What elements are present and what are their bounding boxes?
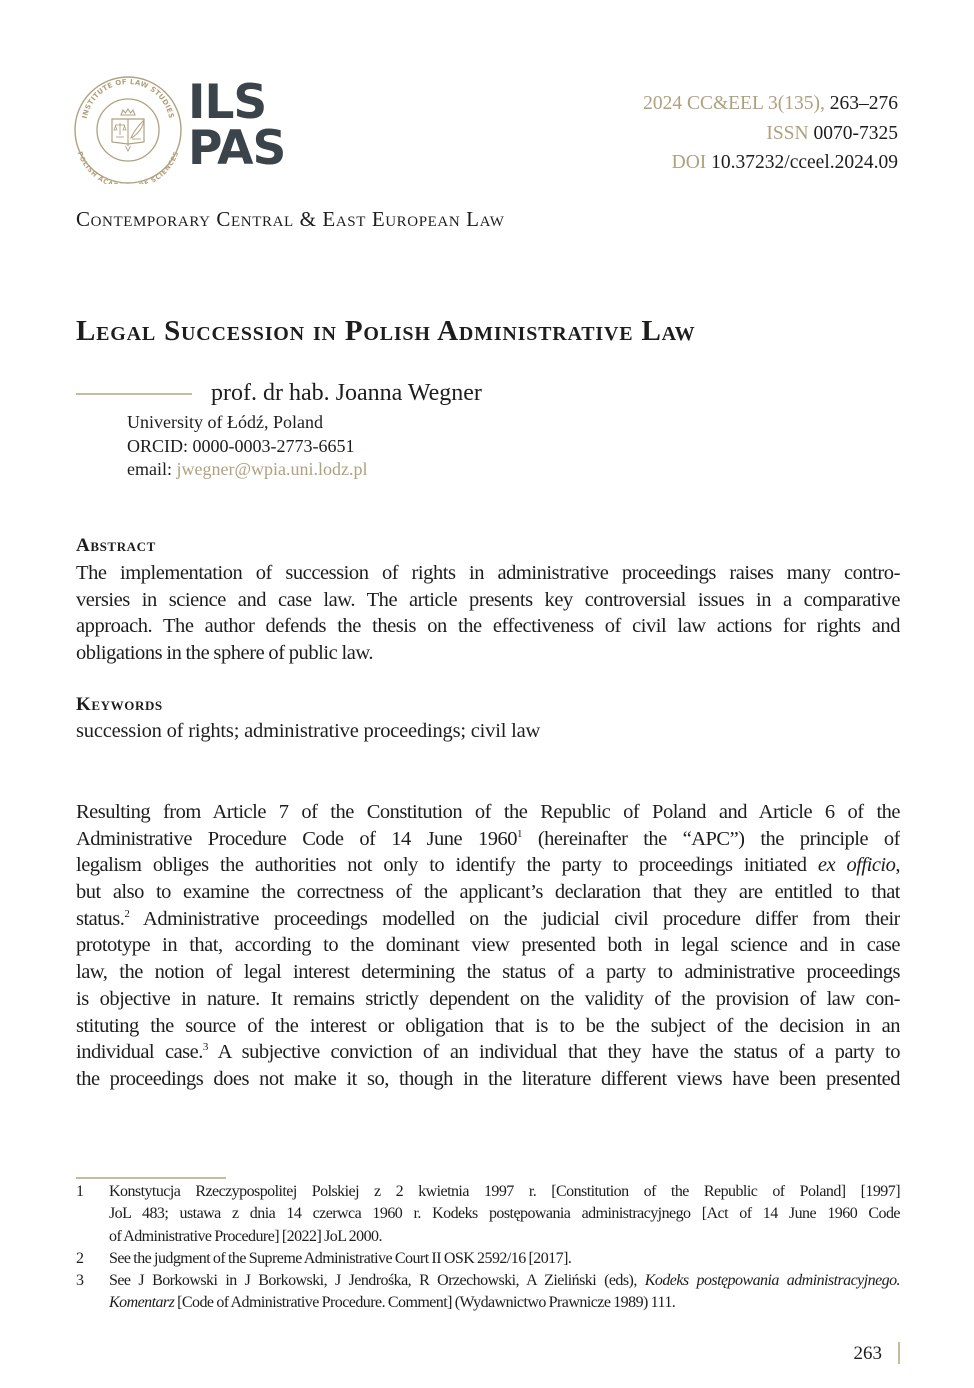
footnote-number: 3 xyxy=(76,1272,84,1290)
footnote-number: 2 xyxy=(76,1249,84,1267)
text-line: Konstytucja Rzeczypospolitej Polskiej z 2 kwietnia 1997 r. [Constitution of the Republic of Poland] [1997] xyxy=(109,1183,900,1200)
doi-label: DOI xyxy=(671,152,707,173)
text-line: See the judgment of the Supreme Administrative Court II OSK 2592/16 [2017]. xyxy=(109,1249,572,1267)
ils-pas-seal-logo xyxy=(74,76,182,184)
article-title: Legal Succession in Polish Administrative Law xyxy=(76,315,696,347)
footnote xyxy=(76,1181,900,1248)
wordmark-line-1: ILS xyxy=(188,80,267,126)
text-line xyxy=(76,1039,900,1066)
footnote-reference[interactable]: 3 xyxy=(202,1041,208,1054)
footnote xyxy=(76,1248,900,1270)
abstract-line: The implementation of succession of rights in administrative proceedings raises many contro- xyxy=(76,562,900,584)
keywords-text: succession of rights; administrative proceedings; civil law xyxy=(76,720,541,742)
text-line: of Administrative Procedure] [2022] JoL 2000. xyxy=(109,1227,382,1245)
abstract-line: versies in science and case law. The article presents key controversial issues in a comparative xyxy=(76,588,900,611)
text-run: individual case. xyxy=(76,1041,203,1064)
email-link[interactable]: jwegner@wpia.uni.lodz.pl xyxy=(176,459,368,479)
footnote-number: 1 xyxy=(76,1183,84,1200)
doi-value[interactable]: 10.37232/cceel.2024.09 xyxy=(711,152,898,173)
ils-pas-wordmark xyxy=(188,80,288,172)
author-orcid: ORCID: 0000-0003-2773-6651 xyxy=(127,436,355,456)
text-line: Resulting from Article 7 of the Constitution of the Republic of Poland and Article 6 of the xyxy=(76,801,900,823)
text-run: (hereinafter the “APC”) the principle of xyxy=(521,827,900,850)
text-run: A subjective conviction of an individual that they have the status of a party to xyxy=(207,1041,900,1064)
journal-name: Contemporary Central & East European Law xyxy=(76,207,505,231)
text-line: law, the notion of legal interest determining the status of a party to administrative proceedings xyxy=(76,961,900,984)
footnote-divider xyxy=(76,1177,226,1179)
text-line: the proceedings does not make it so, though in the literature different views have been presented xyxy=(76,1067,900,1090)
text-line: stituting the source of the interest or obligation that is to be the subject of the decision in an xyxy=(76,1014,900,1037)
text-run: status. xyxy=(76,907,125,930)
citation-line xyxy=(643,89,898,119)
svg-text:POLISH ACADEMY OF SCIENCES xyxy=(76,150,180,184)
author-affiliation: University of Łódź, Poland xyxy=(127,412,323,432)
text-run: See J Borkowski in J Borkowski, J Jendrośka, R Orzechowski, A Zieliński (eds), xyxy=(109,1272,645,1290)
issn-value: 0070-7325 xyxy=(813,122,898,144)
text-run: , xyxy=(895,854,900,877)
body-paragraph xyxy=(76,799,900,1093)
footnote-reference[interactable]: 2 xyxy=(124,907,130,920)
text-line xyxy=(76,906,900,933)
author-email-line xyxy=(127,458,368,480)
text-line: prototype in that, according to the dominant view presented both in legal science and in case xyxy=(76,934,900,957)
email-label: email: xyxy=(127,459,172,479)
issn-line xyxy=(643,119,898,149)
text-line xyxy=(109,1292,900,1314)
footnote-reference[interactable]: 1 xyxy=(516,827,522,840)
author-details xyxy=(127,410,368,480)
page-number: 263 xyxy=(853,1343,882,1364)
page-number-bar xyxy=(898,1342,900,1364)
abstract-text xyxy=(76,560,900,666)
italic-text: ex officio xyxy=(817,854,896,877)
text-run: legalism obliges the authorities not only to identify the party to proceedings initiated xyxy=(76,854,818,877)
issn-label: ISSN xyxy=(766,122,809,144)
footnote xyxy=(76,1270,900,1315)
page-range: 263–276 xyxy=(829,93,898,114)
text-line xyxy=(109,1270,900,1292)
wordmark-line-2: PAS xyxy=(188,126,286,172)
text-line: is objective in nature. It remains strictly dependent on the validity of the provision of law con- xyxy=(76,987,900,1010)
italic-text: Kodeks postępowania administracyjnego. xyxy=(644,1272,900,1290)
text-line xyxy=(76,852,900,879)
abstract-line: approach. The author defends the thesis on the effectiveness of civil law actions for rights and xyxy=(76,615,900,637)
author-name: prof. dr hab. Joanna Wegner xyxy=(211,380,482,406)
doi-line xyxy=(643,148,898,178)
journal-year-issue: 2024 CC&EEL 3(135), xyxy=(643,93,825,114)
seal-text-top: INSTITUTE OF LAW STUDIES xyxy=(80,77,176,120)
abstract-heading: Abstract xyxy=(76,535,156,556)
text-line xyxy=(76,826,900,853)
abstract-line: obligations in the sphere of public law. xyxy=(76,641,374,664)
citation-block xyxy=(643,89,898,178)
keywords-heading: Keywords xyxy=(76,694,163,715)
text-line: but also to examine the correctness of the applicant’s declaration that they are entitled to that xyxy=(76,881,900,904)
text-line: JoL 483; ustawa z dnia 14 czerwca 1960 r. Kodeks postępowania administracyjnego [Act of 14 June 1960 Code xyxy=(109,1205,900,1223)
text-run: Administrative Procedure Code of 14 June 1960 xyxy=(76,827,517,850)
italic-text: Komentarz xyxy=(109,1294,175,1312)
text-run: Administrative proceedings modelled on the judicial civil procedure differ from their xyxy=(129,907,900,930)
text-run: [Code of Administrative Procedure. Comment] (Wydawnictwo Prawnicze 1989) 111. xyxy=(174,1294,676,1312)
author-divider xyxy=(76,393,192,395)
seal-text-bottom: POLISH ACA F SCIENCES xyxy=(75,150,181,184)
footnotes xyxy=(76,1181,900,1315)
